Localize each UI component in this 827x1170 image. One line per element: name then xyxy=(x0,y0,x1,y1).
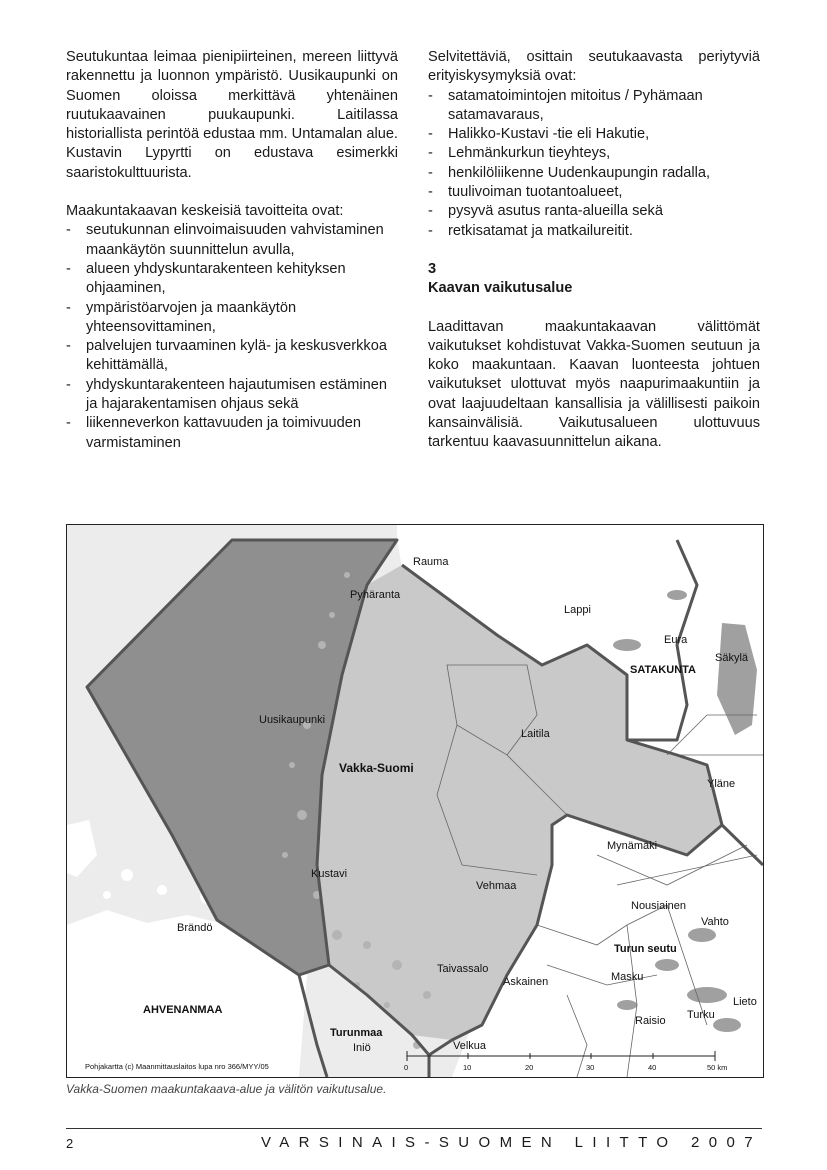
list-item: - liikenneverkon kattavuuden ja toimivuuden varmistaminen xyxy=(66,414,398,453)
map-label-vahto: Vahto xyxy=(701,916,729,928)
goals-list xyxy=(66,221,398,453)
map-label-kustavi: Kustavi xyxy=(311,868,348,880)
region-map xyxy=(67,525,763,1077)
list-item: - alueen yhdyskuntarakenteen kehityksen ohjaaminen, xyxy=(66,260,398,299)
map-label-brando: Brändö xyxy=(177,922,213,934)
section-number: 3 xyxy=(428,260,437,277)
map-label-inio: Iniö xyxy=(353,1042,371,1054)
map-label-turku: Turku xyxy=(687,1009,715,1021)
list-item: - satamatoimintojen mitoitus / Pyhämaan satamavaraus, xyxy=(428,87,760,126)
map-label-sakyla: Säkylä xyxy=(715,652,749,664)
map-label-turunmaa: Turunmaa xyxy=(330,1027,383,1039)
list-item: - retkisatamat ja matkailureitit. xyxy=(428,222,760,241)
issues-list xyxy=(428,87,760,241)
right-column xyxy=(428,48,760,453)
map-label-masku: Masku xyxy=(611,971,644,983)
map-label-taivassalo: Taivassalo xyxy=(437,963,489,975)
map-figure xyxy=(66,524,764,1078)
map-label-uusikaupunki: Uusikaupunki xyxy=(259,714,326,726)
scale-tick: 10 xyxy=(463,1063,472,1072)
map-label-ahvenanmaa: AHVENANMAA xyxy=(143,1004,223,1016)
scale-tick: 40 xyxy=(648,1063,657,1072)
list-item: - pysyvä asutus ranta-alueilla sekä xyxy=(428,202,760,221)
map-label-vakka-suomi: Vakka-Suomi xyxy=(339,761,414,775)
issues-intro: Selvitettäviä, osittain seutukaavasta periytyviä erityiskysymyksiä ovat: xyxy=(428,49,760,85)
map-label-lieto: Lieto xyxy=(733,996,757,1008)
map-credit: Pohjakartta (c) Maanmittauslaitos lupa nro 366/MYY/05 xyxy=(85,1062,269,1071)
map-label-satakunta: SATAKUNTA xyxy=(630,664,696,676)
list-item: - yhdyskuntarakenteen hajautumisen estäminen ja hajarakentamisen ohjaus sekä xyxy=(66,376,398,415)
map-label-raisio: Raisio xyxy=(635,1015,666,1027)
map-label-ylane: Yläne xyxy=(707,778,736,790)
scale-tick: 50 km xyxy=(707,1063,728,1072)
scale-tick: 0 xyxy=(404,1063,409,1072)
list-item: - Lehmänkurkun tieyhteys, xyxy=(428,144,760,163)
map-label-lappi: Lappi xyxy=(564,604,591,616)
page-number: 2 xyxy=(66,1136,74,1151)
map-caption: Vakka-Suomen maakuntakaava-alue ja välitön vaikutusalue. xyxy=(66,1082,387,1096)
footer-divider xyxy=(66,1128,762,1129)
list-item: - tuulivoiman tuotantoalueet, xyxy=(428,183,760,202)
scale-tick: 30 xyxy=(586,1063,595,1072)
map-label-mynamaki: Mynämäki xyxy=(607,840,658,852)
list-item: - ympäristöarvojen ja maankäytön yhteensovittaminen, xyxy=(66,299,398,338)
list-item: - Halikko-Kustavi -tie eli Hakutie, xyxy=(428,125,760,144)
intro-paragraph: Seutukuntaa leimaa pienipiirteinen, mereen liittyvä rakennettu ja luonnon ympäristö. Uusikaupunki on Suomen oloissa merkittävä yhtenäinen ruutukaavainen puukaupunki. Laitilassa historiallista perintöä edustaa mm. Untamalan alue. Kustavin Lypyrtti on edustava esimerkki saaristokulttuurista. xyxy=(66,49,398,181)
list-item: - henkilöliikenne Uudenkaupungin radalla, xyxy=(428,164,760,183)
map-label-laitila: Laitila xyxy=(521,728,550,740)
goals-intro: Maakuntakaavan keskeisiä tavoitteita ovat: xyxy=(66,203,344,220)
map-label-rauma: Rauma xyxy=(413,556,449,568)
list-item: - palvelujen turvaaminen kylä- ja keskusverkkoa kehittämällä, xyxy=(66,337,398,376)
map-label-vehmaa: Vehmaa xyxy=(476,880,517,892)
map-label-askainen: Askainen xyxy=(503,976,549,988)
map-label-turun-seutu: Turun seutu xyxy=(614,943,677,955)
section-title: Kaavan vaikutusalue xyxy=(428,280,573,297)
map-label-nousiainen: Nousiainen xyxy=(631,900,687,912)
left-column xyxy=(66,48,398,453)
footer-title: VARSINAIS-SUOMEN LIITTO 2007 xyxy=(260,1134,762,1151)
impact-paragraph: Laadittavan maakuntakaavan välittömät vaikutukset kohdistuvat Vakka-Suomen seutuun ja koko maakuntaan. Kaavan luonteesta johtuen vaikutukset ulottuvat myös naapurimaakuntiin ja ovat laajuudeltaan kansallisia ja välillisesti paikoin kansainvälisiä. Vaikutusalueen ulottuvuus tarkentuu kaavasuunnittelun aikana. xyxy=(428,318,760,451)
list-item: - seutukunnan elinvoimaisuuden vahvistaminen maankäytön suunnittelun avulla, xyxy=(66,221,398,260)
map-label-eura: Eura xyxy=(664,634,688,646)
map-label-velkua: Velkua xyxy=(453,1040,487,1052)
map-label-pyharanta: Pyhäranta xyxy=(350,589,401,601)
scale-tick: 20 xyxy=(525,1063,534,1072)
